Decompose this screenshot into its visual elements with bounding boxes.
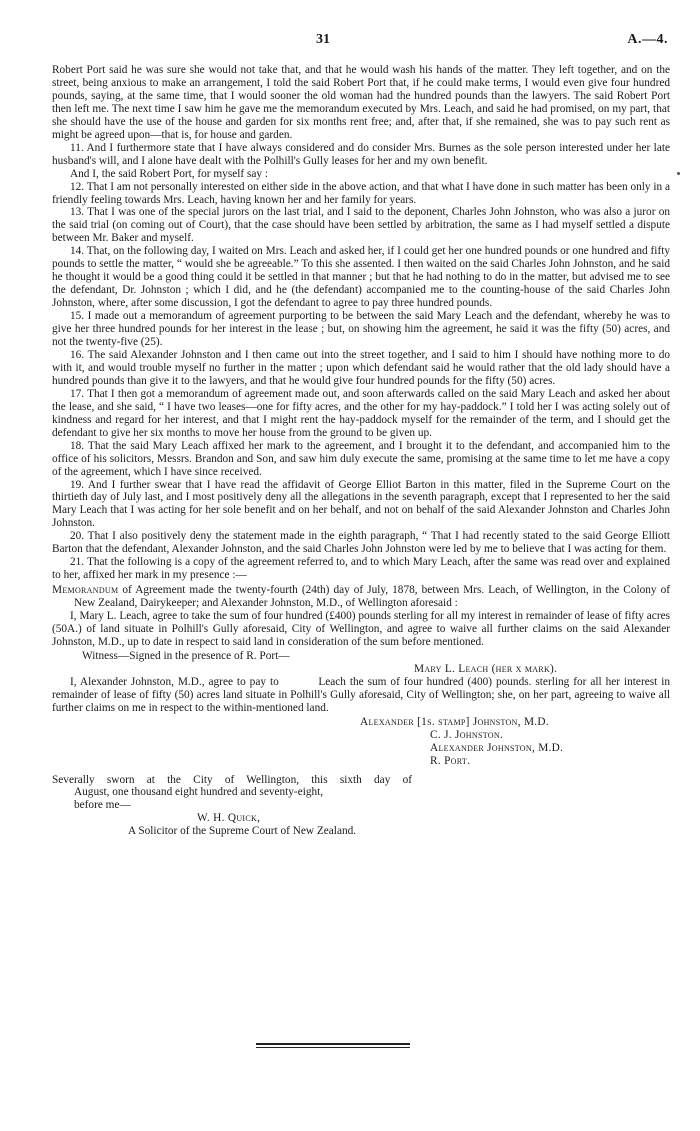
leach-signature: Mary L. Leach (her x mark). bbox=[414, 662, 558, 675]
jurat-name: W. H. Quick, bbox=[197, 812, 261, 825]
paragraph-continuation: Robert Port said he was sure she would not take that, and that he would wash his hands of the matter. They left together, and on the street, being anxious to make an arrangement, I told the said Robert Port that, if he could make terms, I would even give four hundred pounds, saying, at the same time, that I would sooner the old woman had the hundred pounds than the lawyers. The said Robert Port then left me. The next time I saw him he gave me the memorandum executed by Mrs. Leach, and said he had promised, on my part, that she should have the use of the house and garden for six months rent free; and, after that, if she remained, she was to pay such rent as might be agreed upon—that is, for house and garden. bbox=[52, 64, 670, 141]
johnston-agreement: I, Alexander Johnston, M.D., agree to pay to Leach the sum of four hundred (400) pounds. sterling for all her interest in remainder of lease of fifty (50) acres land situate in Polhill's Gully aforesaid, City of Wellington; she, on her part, agreeing to waive all further claims on me in respect to the within-mentioned land. bbox=[52, 675, 673, 714]
paragraph-port-intro: And I, the said Robert Port, for myself say : bbox=[70, 167, 268, 180]
paragraph-19: 19. And I further swear that I have read the affidavit of George Elliot Barton in this matter, filed in the Supreme Court on the thirtieth day of July last, and I most positively deny all the allegations in the seventh paragraph, except that I represented to her the said Mary Leach that I was acting for her sole benefit and on her behalf, and not on behalf of the said Alexander Johnston and Charles John Johnston. bbox=[52, 478, 670, 530]
jurat-line-1: Severally sworn at the City of Wellington, this sixth day of bbox=[52, 773, 412, 786]
page-header bbox=[0, 34, 700, 52]
paragraph-18: 18. That the said Mary Leach affixed her mark to the agreement, and I brought it to the defendant, and accompanied him to the office of his solicitors, Messrs. Brandon and Son, and saw him duly execute the same, promising at the same time to let me have a copy of the agreement, which I have since received. bbox=[52, 439, 670, 478]
memorandum-witness: Witness—Signed in the presence of R. Port— bbox=[82, 649, 290, 662]
memorandum-heading-word: Memorandum bbox=[52, 584, 119, 597]
memorandum-agreement: I, Mary L. Leach, agree to take the sum of four hundred (£400) pounds sterling for all my interest in remainder of lease of fifty acres (50A.) of land situate in Polhill's Gully aforesaid, City of Wellington, and agree to waive all further claims on the said Alexander Johnston, M.D., up to date in respect to said land in consideration of the sum before mentioned. bbox=[52, 610, 670, 648]
document-body bbox=[52, 64, 673, 838]
jurat bbox=[52, 774, 412, 839]
signature-alexander-johnston: Alexander Johnston, M.D. bbox=[430, 741, 564, 754]
signature-cj-johnston: C. J. Johnston. bbox=[430, 728, 504, 741]
closing-rule-thin bbox=[256, 1047, 410, 1048]
paragraph-13: 13. That I was one of the special jurors on the last trial, and I said to the deponent, Charles John Johnston, who was also a juror on the said trial (on coming out of Court), that the case should have been settled by arbitration, the same as I had myself settled a dispute between Mr. Baker and myself. bbox=[52, 206, 670, 245]
document-reference: A.—4. bbox=[627, 32, 668, 47]
signature-alexander-johnston-stamp: Alexander [1s. stamp] Johnston, M.D. bbox=[360, 715, 549, 728]
paragraph-17: 17. That I then got a memorandum of agreement made out, and soon afterwards called on the said Mary Leach and asked her about the lease, and she said, “ I have two leases—one for fifty acres, and the other for my hay-paddock.” I told her I was acting solely out of kindness and regard for her interest, and that I might rent the hay-paddock myself for the remainder of the term, and I should get the defendant to give her six months to move her house from the ground to be given up. bbox=[52, 387, 670, 439]
page-number: 31 bbox=[316, 32, 330, 47]
memorandum-heading-rest: of Agreement made the twenty-fourth (24th) day of July, 1878, between Mrs. Leach, of Wellington, in the Colony of New Zealand, Dairykeeper; and Alexander Johnston, M.D., of Wellington aforesaid : bbox=[74, 584, 670, 610]
paragraph-11: 11. And I furthermore state that I have always considered and do consider Mrs. Burnes as the sole person interested under her late husband's will, and I alone have dealt with the Polhill's Gully leases for her and my own benefit. bbox=[52, 141, 670, 167]
paragraph-12: 12. That I am not personally interested on either side in the above action, and that what I have done in such matter has been only in a friendly feeling towards Mrs. Leach, having known her and her family for years. bbox=[52, 180, 670, 206]
jurat-line-2: August, one thousand eight hundred and seventy-eight, bbox=[74, 786, 324, 799]
paragraph-15: 15. I made out a memorandum of agreement purporting to be between the said Mary Leach and the defendant, whereby he was to give her three hundred pounds for her interest in the lease ; but, on showing him the agreement, he said it was the fifty (50) acres, and not the twenty-five (25). bbox=[52, 310, 670, 349]
margin-mark bbox=[677, 172, 680, 175]
paragraph-16: 16. The said Alexander Johnston and I then came out into the street together, and I said to him I should have nothing more to do with it, and would trouble myself no further in the matter ; upon which defendant said he would rather that the old lady should have a hundred pounds than give it to the lawyers, and that he would give four hundred pounds for the fifty (50) acres. bbox=[52, 348, 670, 387]
paragraph-20: 20. That I also positively deny the statement made in the eighth paragraph, “ That I had recently stated to the said George Elliott Barton that the defendant, Alexander Johnston, and the said Charles John Johnston were led by me to believe that I was acting for them. bbox=[52, 530, 670, 556]
jurat-line-3: before me— bbox=[74, 799, 131, 812]
jurat-title: A Solicitor of the Supreme Court of New Zealand. bbox=[128, 825, 357, 838]
closing-rule-thick bbox=[256, 1043, 410, 1045]
leach-signature-line bbox=[52, 663, 670, 676]
signature-block bbox=[360, 716, 670, 768]
signature-r-port: R. Port. bbox=[430, 754, 471, 767]
memorandum-heading bbox=[52, 584, 670, 610]
paragraph-14: 14. That, on the following day, I waited on Mrs. Leach and asked her, if I could get her one hundred pounds or one hundred and fifty pounds to settle the matter, “ would she be agreeable.” To this she assented. I then waited on the said Charles John Johnston, and he said he thought it would be a good thing could it be settled in that manner ; but that he had nothing to do in the matter, but advised me to see the defendant, Dr. Johnston ; which I did, and he (the defendant) accompanied me to the counting-house of the said Charles John Johnston, where, after some discussion, I got the defendant to agree to pay three hundred pounds. bbox=[52, 245, 670, 310]
paragraph-21: 21. That the following is a copy of the agreement referred to, and to which Mary Leach, after the same was read over and explained to her, affixed her mark in my presence :— bbox=[52, 556, 670, 582]
